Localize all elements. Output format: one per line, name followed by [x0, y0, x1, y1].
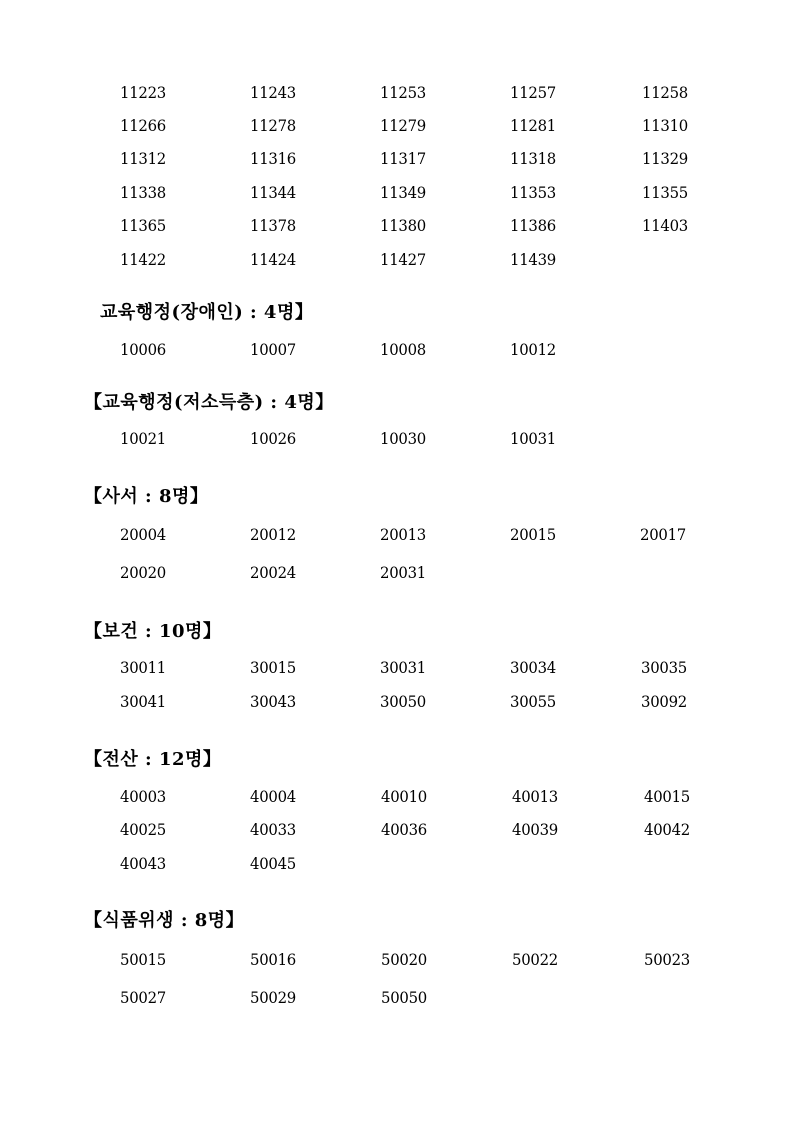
candidate-number: 50027: [120, 988, 166, 1007]
candidate-number: 40013: [512, 787, 558, 806]
section-heading: 【전산 : 12명】: [84, 749, 222, 770]
candidate-number: 30011: [120, 658, 166, 677]
candidate-number: 10031: [510, 429, 556, 448]
candidate-number: 30031: [380, 658, 426, 677]
candidate-number: 30015: [250, 658, 296, 677]
candidate-number: 11279: [380, 116, 426, 135]
candidate-number: 40042: [644, 820, 690, 839]
section-heading: 교육행정(장애인) : 4명】: [100, 302, 314, 323]
section-heading: 【교육행정(저소득층) : 4명】: [84, 392, 334, 413]
section-heading: 【보건 : 10명】: [84, 621, 222, 642]
candidate-number: 11257: [510, 83, 556, 102]
candidate-number: 10008: [380, 340, 426, 359]
candidate-number: 11316: [250, 149, 296, 168]
candidate-number: 11424: [250, 250, 296, 269]
candidate-number: 11266: [120, 116, 166, 135]
candidate-number: 30034: [510, 658, 556, 677]
candidate-number: 11281: [510, 116, 556, 135]
candidate-number: 11378: [250, 216, 296, 235]
candidate-number: 50029: [250, 988, 296, 1007]
candidate-number: 10012: [510, 340, 556, 359]
candidate-number: 11338: [120, 183, 166, 202]
candidate-number: 11318: [510, 149, 556, 168]
candidate-number: 11329: [642, 149, 688, 168]
candidate-number: 11278: [250, 116, 296, 135]
candidate-number: 40043: [120, 854, 166, 873]
candidate-number: 40010: [381, 787, 427, 806]
candidate-number: 50022: [512, 950, 558, 969]
candidate-number: 11386: [510, 216, 556, 235]
candidate-number: 40025: [120, 820, 166, 839]
candidate-number: 30092: [641, 692, 687, 711]
candidate-number: 20024: [250, 563, 296, 582]
section-heading: 【식품위생 : 8명】: [84, 910, 245, 931]
candidate-number: 11258: [642, 83, 688, 102]
candidate-number: 10021: [120, 429, 166, 448]
candidate-number: 20020: [120, 563, 166, 582]
candidate-number: 40004: [250, 787, 296, 806]
candidate-number: 11310: [642, 116, 688, 135]
candidate-number: 11344: [250, 183, 296, 202]
candidate-number: 30055: [510, 692, 556, 711]
candidate-number: 11439: [510, 250, 556, 269]
candidate-number: 10030: [380, 429, 426, 448]
candidate-number: 50050: [381, 988, 427, 1007]
candidate-number: 40036: [381, 820, 427, 839]
candidate-number: 50020: [381, 950, 427, 969]
candidate-number: 11223: [120, 83, 166, 102]
candidate-number: 40045: [250, 854, 296, 873]
candidate-number: 50015: [120, 950, 166, 969]
candidate-number: 10006: [120, 340, 166, 359]
candidate-number: 20017: [640, 525, 686, 544]
candidate-number: 50016: [250, 950, 296, 969]
candidate-number: 20015: [510, 525, 556, 544]
candidate-number: 40033: [250, 820, 296, 839]
section-heading: 【사서 : 8명】: [84, 486, 209, 507]
candidate-number: 30035: [641, 658, 687, 677]
candidate-number: 10026: [250, 429, 296, 448]
candidate-number: 40003: [120, 787, 166, 806]
candidate-number: 11403: [642, 216, 688, 235]
candidate-number: 20004: [120, 525, 166, 544]
candidate-number: 11422: [120, 250, 166, 269]
candidate-number: 30050: [380, 692, 426, 711]
candidate-number: 11380: [380, 216, 426, 235]
candidate-number: 40039: [512, 820, 558, 839]
candidate-number: 11312: [120, 149, 166, 168]
candidate-number: 11427: [380, 250, 426, 269]
candidate-number: 50023: [644, 950, 690, 969]
candidate-number: 11353: [510, 183, 556, 202]
candidate-number: 30043: [250, 692, 296, 711]
candidate-number: 40015: [644, 787, 690, 806]
candidate-number: 30041: [120, 692, 166, 711]
candidate-number: 11253: [380, 83, 426, 102]
candidate-number: 11365: [120, 216, 166, 235]
candidate-number: 11317: [380, 149, 426, 168]
candidate-number: 20012: [250, 525, 296, 544]
candidate-number: 11243: [250, 83, 296, 102]
candidate-number: 11349: [380, 183, 426, 202]
candidate-number: 11355: [642, 183, 688, 202]
candidate-number: 20013: [380, 525, 426, 544]
candidate-number: 10007: [250, 340, 296, 359]
candidate-number: 20031: [380, 563, 426, 582]
